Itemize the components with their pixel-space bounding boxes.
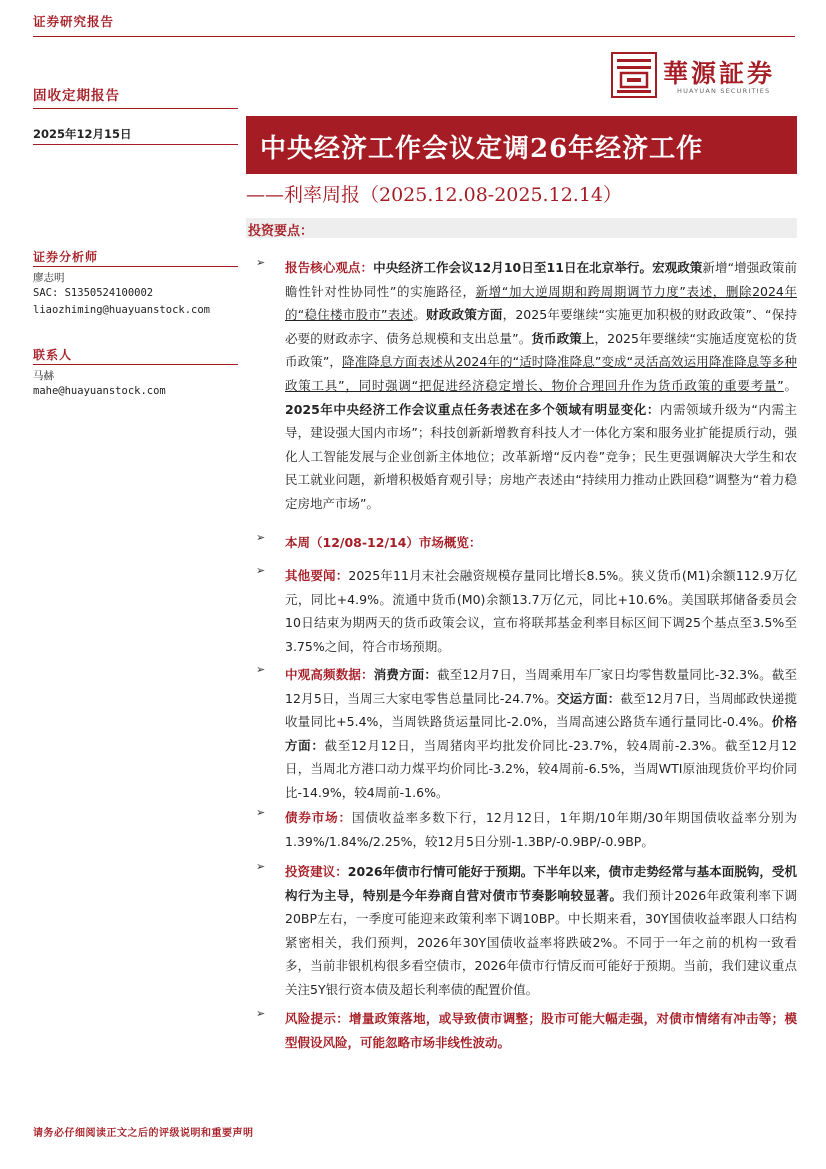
- bullet-arrow-icon: ➢: [256, 531, 266, 544]
- report-date: 2025年12月15日: [33, 127, 132, 141]
- contact-email[interactable]: mahe@huayuanstock.com: [33, 385, 166, 397]
- report-type-label: 证券研究报告: [33, 14, 115, 29]
- category-divider: [33, 108, 238, 109]
- logo-chinese-name: 華源証券: [663, 59, 776, 88]
- bullet-arrow-icon: ➢: [256, 806, 266, 819]
- analyst-email[interactable]: liaozhiming@huayuanstock.com: [33, 304, 211, 316]
- high-frequency-data-paragraph: ➢ 中观高频数据：消费方面：截至12月7日，当周乘用车厂家日均零售数量同比-32.3%。截至12月5日，当周三大家电零售总量同比-24.7%。交运方面：截至12月7日，当周邮政快递揽收量同比+5.4%，当周铁路货运量同比-2.0%，当周高速公路货车通行量同比-0.4%。价格方面：截至12月12日，当周猪肉平均批发价同比-23.7%，较4周前-2.3%。截至12月12日，当周北方港口动力煤平均价同比-3.2%，较4周前-6.5%，当周WTI原油现货价平均价同比-14.9%，较4周前-1.6%。: [256, 663, 797, 800]
- contact-divider: [33, 364, 238, 365]
- title-banner: [246, 116, 797, 174]
- analyst-section-title: 证券分析师: [33, 250, 99, 264]
- bullet-arrow-icon: ➢: [256, 564, 266, 577]
- date-divider: [33, 144, 238, 145]
- report-category-label: 固收定期报告: [33, 88, 120, 104]
- other-news-paragraph: ➢ 其他要闻：2025年11月末社会融资规模存量同比增长8.5%。狭义货币(M1)余额112.9万亿元，同比+4.9%。流通中货币(M0)余额13.7万亿元，同比+10.6%。美国联邦储备委员会10日结束为期两天的货币政策会议，宣布将联邦基金利率目标区间下调25个基点至3.5%至3.75%之间，符合市场预期。: [256, 564, 797, 654]
- logo-mark-icon: [611, 52, 657, 98]
- risk-warning-paragraph: ➢ 风险提示：增量政策落地，或导致债市调整；股市可能大幅走强，对债市情绪有冲击等；模型假设风险，可能忽略市场非线性波动。: [256, 1007, 797, 1050]
- page-title: 中央经济工作会议定调26年经济工作: [260, 134, 704, 164]
- company-logo: [611, 52, 801, 100]
- logo-english-name: HUAYUAN SECURITIES: [677, 87, 771, 95]
- market-overview-heading: ➢ 本周（12/08-12/14）市场概览：: [256, 531, 482, 550]
- contact-section-title: 联系人: [33, 348, 73, 362]
- page-subtitle: ——利率周报（2025.12.08-2025.12.14）: [246, 184, 622, 206]
- bullet-arrow-icon: ➢: [256, 256, 266, 269]
- core-view-paragraph: ➢ 报告核心观点：中央经济工作会议12月10日至11日在北京举行。宏观政策新增“增强政策前瞻性针对性协同性”的实施路径，新增“加大逆周期和跨周期调节力度”表述，删除2024年的“稳住楼市股市”表述。财政政策方面，2025年要继续“实施更加积极的财政政策”、“保持必要的财政赤字、债务总规模和支出总量”。货币政策上，2025年要继续“实施适度宽松的货币政策”，降准降息方面表述从2024年的“适时降准降息”变成“灵活高效运用降准降息等多种政策工具”，同时强调“把促进经济稳定增长、物价合理回升作为货币政策的重要考量”。2025年中央经济工作会议重点任务表述在多个领域有明显变化：内需领域升级为“内需主导，建设强大国内市场”；科技创新新增教育科技人才一体化方案和服务业扩能提质行动，强化人工智能发展与企业创新主体地位；改革新增“反内卷”竞争；民生更强调解决大学生和农民工就业问题，新增积极婚育观引导；房地产表述由“持续用力推动止跌回稳”调整为“着力稳定房地产市场”。: [256, 256, 797, 511]
- bullet-arrow-icon: ➢: [256, 860, 266, 873]
- analyst-sac: SAC: S1350524100002: [33, 287, 154, 299]
- bond-market-paragraph: ➢ 债券市场：国债收益率多数下行，12月12日，1年期/10年期/30年期国债收益率分别为1.39%/1.84%/2.25%，较12月5日分别-1.3BP/-0.9BP/-0.9BP。: [256, 806, 797, 849]
- key-points-header: [246, 218, 797, 238]
- analyst-divider: [33, 266, 238, 267]
- contact-name: 马赫: [33, 370, 54, 382]
- bullet-arrow-icon: ➢: [256, 1007, 266, 1020]
- analyst-name: 廖志明: [33, 272, 65, 284]
- bullet-arrow-icon: ➢: [256, 663, 266, 676]
- key-points-label: 投资要点：: [248, 224, 314, 239]
- investment-advice-paragraph: ➢ 投资建议：2026年债市行情可能好于预期。下半年以来，债市走势经常与基本面脱钩，受机构行为主导，特别是今年券商自营对债市节奏影响较显著。我们预计2026年政策利率下调20BP左右，一季度可能迎来政策利率下调10BP。中长期来看，30Y国债收益率跟人口结构紧密相关，我们预判，2026年30Y国债收益率将跌破2%。不同于一年之前的机构一致看多，当前非银机构很多看空债市，2026年债市行情反而可能好于预期。当前，我们建议重点关注5Y银行资本债及超长利率债的配置价值。: [256, 860, 797, 997]
- top-divider: [33, 36, 795, 37]
- footer-disclaimer: 请务必仔细阅读正文之后的评级说明和重要声明: [33, 1128, 254, 1139]
